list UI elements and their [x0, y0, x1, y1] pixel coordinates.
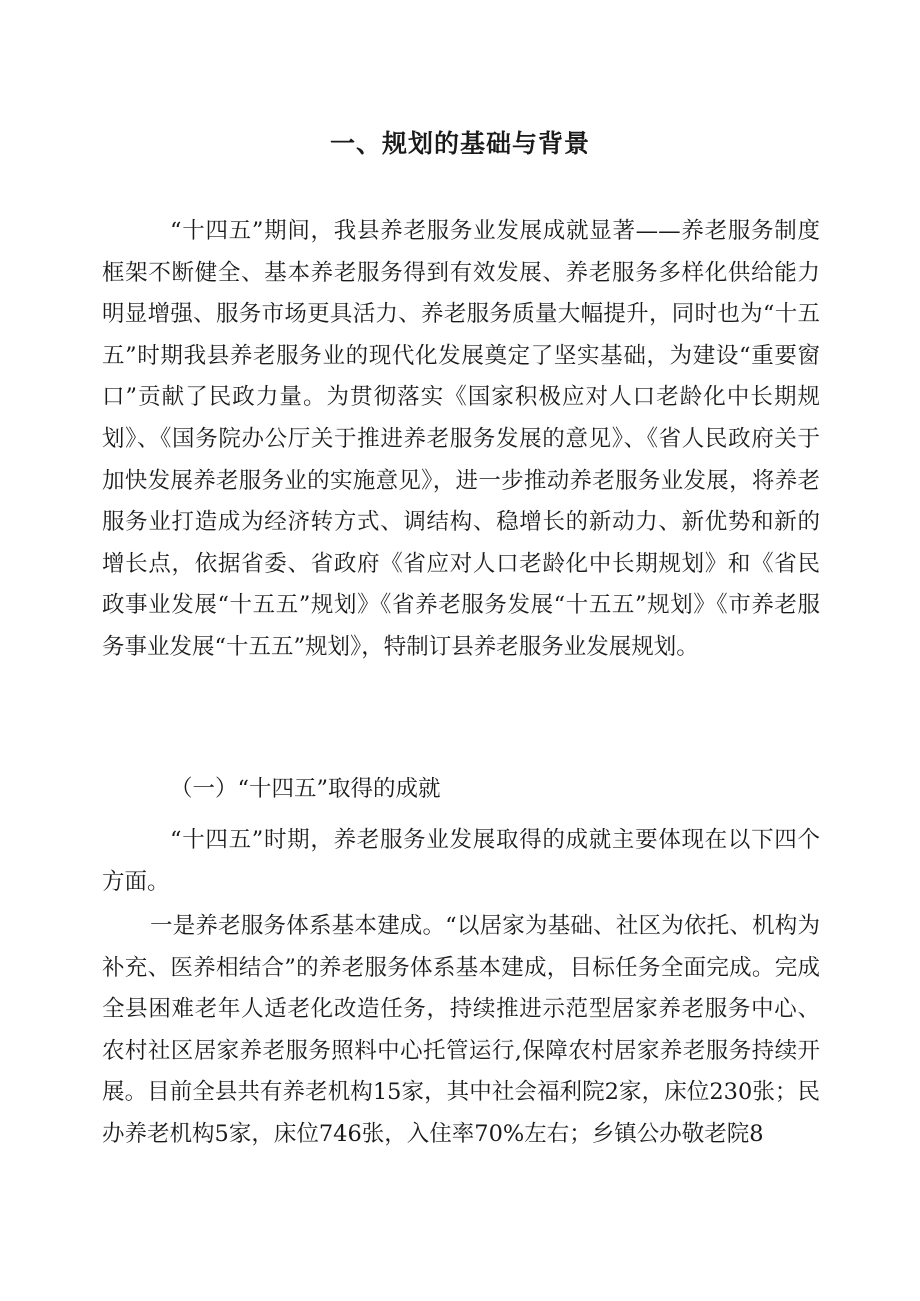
subsection-heading: （一）“十四五”取得的成就 [170, 776, 441, 802]
section-title: 一、规划的基础与背景 [329, 129, 590, 158]
paragraph-intro: “十四五”期间，我县养老服务业发展成就显著——养老服务制度框架不断健全、基本养老服务得到有效发展、养老服务多样化供给能力明显增强、服务市场更具活力、养老服务质量大幅提升，同时也为“十五五”时期我县养老服务业的现代化发展奠定了坚实基础，为建设“重要窗口”贡献了民政力量。为贯彻落实《国家积极应对人口老龄化中长期规划》、《国务院办公厅关于推进养老服务发展的意见》、《省人民政府关于加快发展养老服务业的实施意见》，进一步推动养老服务业发展，将养老服务业打造成为经济转方式、调结构、稳增长的新动力、新优势和新的增长点，依据省委、省政府《省应对人口老龄化中长期规划》和《省民政事业发展“十五五”规划》《省养老服务发展“十五五”规划》《市养老服务事业发展“十五五”规划》，特制订县养老服务业发展规划。 [102, 218, 820, 660]
paragraph-summary: “十四五”时期，养老服务业发展取得的成就主要体现在以下四个方面。 [102, 827, 820, 895]
paragraph-system: 一是养老服务体系基本建成。“以居家为基础、社区为依托、机构为补充、医养相结合”的养老服务体系基本建成，目标任务全面完成。完成全县困难老年人适老化改造任务，持续推进示范型居家养老服务中心、农村社区居家养老服务照料中心托管运行,保障农村居家养老服务持续开展。目前全县共有养老机构15家，其中社会福利院2家，床位230张；民办养老机构5家，床位746张，入住率70%左右；乡镇公办敬老院8 [102, 913, 820, 1147]
